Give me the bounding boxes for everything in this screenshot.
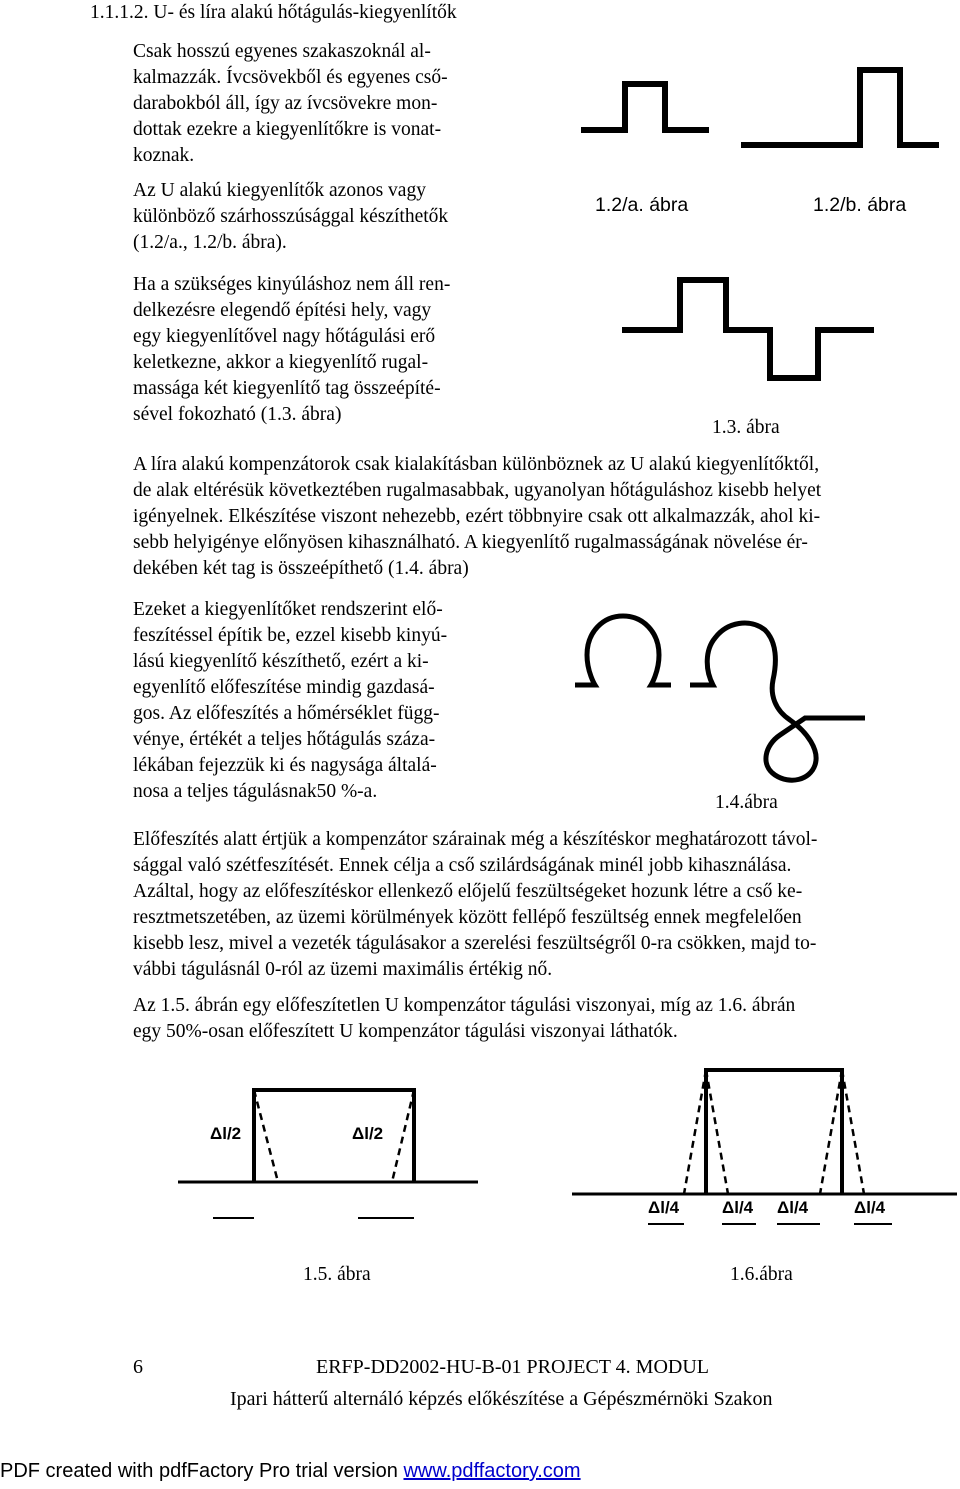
u-shape-paragraph xyxy=(133,178,533,256)
text-line: lékában fejezzük ki és nagysága általá- xyxy=(133,755,437,776)
text-line: kalmazzák. Ívcsövekből és egyenes cső- xyxy=(133,67,448,88)
figure-1-5-unprestressed-u-expansion xyxy=(178,1080,478,1240)
page-number: 6 xyxy=(133,1356,143,1378)
text-line: massága két kiegyenlítő tag összeépíté- xyxy=(133,378,441,399)
text-line: egyenlítő előfeszítése mindig gazdasá- xyxy=(133,677,435,698)
text-line: Az U alakú kiegyenlítők azonos vagy xyxy=(133,180,426,201)
delta-l-quarter-label: Δl/4 xyxy=(854,1198,886,1217)
figure-1-3-double-u-compensator xyxy=(618,268,878,398)
pdf-banner-text: PDF created with pdfFactory Pro trial version xyxy=(0,1460,404,1482)
text-line: igényelnek. Elkészítése viszont nehezebb, ezért többnyire csak ott alkalmazzák, ahol ki- xyxy=(133,506,821,527)
delta-l-half-label: Δl/2 xyxy=(352,1124,384,1143)
az15-paragraph xyxy=(133,993,960,1045)
text-line: sebb helyigénye előnyösen kihasználható. A kiegyenlítő rugalmasságának növelése ér- xyxy=(133,532,808,553)
text-line: vénye, értékét a teljes hőtágulás száza- xyxy=(133,729,436,750)
text-line: delkezésre elegendő építési hely, vagy xyxy=(133,300,432,321)
text-line: Azáltal, hogy az előfeszítéskor ellenkező előjelű feszültségeket hozunk létre a cső ke- xyxy=(133,881,803,902)
text-line: nosa a teljes tágulásnak50 %-a. xyxy=(133,781,378,802)
lira-paragraph xyxy=(133,452,960,582)
text-line: különböző szárhosszúsággal készíthetők xyxy=(133,206,449,227)
figure-1-4-lyre-compensators xyxy=(565,600,950,790)
text-line: de alak eltérésük következtében rugalmasabbak, ugyanolyan hőtáguláshoz kisebb helyet xyxy=(133,480,822,501)
text-line: Ha a szükséges kinyúláshoz nem áll ren- xyxy=(133,274,451,295)
footer-subtitle: Ipari hátterű alternáló képzés előkészítése a Gépészmérnöki Szakon xyxy=(230,1388,773,1410)
figure-1-2b-caption: 1.2/b. ábra xyxy=(813,194,907,216)
text-line: Ezeket a kiegyenlítőket rendszerint elő- xyxy=(133,599,443,620)
text-line: Az 1.5. ábrán egy előfeszítetlen U kompenzátor tágulási viszonyai, míg az 1.6. ábrán xyxy=(133,995,796,1016)
text-line: dekében két tag is összeépíthető (1.4. ábra) xyxy=(133,558,469,579)
footer-project: ERFP-DD2002-HU-B-01 PROJECT 4. MODUL xyxy=(316,1356,709,1378)
figure-1-2b-u-compensator xyxy=(735,45,945,165)
text-line: (1.2/a., 1.2/b. ábra). xyxy=(133,232,287,253)
delta-l-quarter-label: Δl/4 xyxy=(777,1198,809,1217)
figure-1-4-caption: 1.4.ábra xyxy=(715,792,778,813)
text-line: egy kiegyenlítővel nagy hőtágulási erő xyxy=(133,326,436,347)
figure-1-6-prestressed-u-expansion xyxy=(572,1060,957,1240)
text-line: sággal való szétfeszítését. Ennek célja a cső szilárdságának minél jobb kihasználása. xyxy=(133,855,792,876)
figure-1-2a-caption: 1.2/a. ábra xyxy=(595,194,689,216)
text-line: keletkezne, akkor a kiegyenlítő rugal- xyxy=(133,352,429,373)
intro-paragraph xyxy=(133,39,533,169)
delta-l-quarter-label: Δl/4 xyxy=(722,1198,754,1217)
text-line: egy 50%-osan előfeszített U kompenzátor tágulási viszonyai láthatók. xyxy=(133,1021,678,1042)
text-line: koznak. xyxy=(133,145,195,166)
text-line: darabokból áll, így az ívcsövekre mon- xyxy=(133,93,438,114)
figure-1-3-caption: 1.3. ábra xyxy=(712,417,780,438)
section-heading: 1.1.1.2. U- és líra alakú hőtágulás-kiegyenlítők xyxy=(90,2,457,23)
text-line: feszítéssel építik be, ezzel kisebb kinyú- xyxy=(133,625,448,646)
figure-1-2a-u-compensator xyxy=(575,70,715,160)
text-line: lású kiegyenlítő készíthető, ezért a ki- xyxy=(133,651,429,672)
text-line: kisebb lesz, mivel a vezeték tágulásakor a szerelési feszültségről 0-ra csökken, majd to- xyxy=(133,933,817,954)
delta-l-quarter-label: Δl/4 xyxy=(648,1198,680,1217)
pdffactory-link[interactable]: www.pdffactory.com xyxy=(403,1460,581,1482)
figure-1-6-caption: 1.6.ábra xyxy=(730,1264,793,1285)
text-line: dottak ezekre a kiegyenlítőkre is vonat- xyxy=(133,119,442,140)
ha-paragraph xyxy=(133,272,533,428)
text-line: sével fokozható (1.3. ábra) xyxy=(133,404,342,425)
eloszfeszites-paragraph xyxy=(133,827,960,983)
delta-l-half-label: Δl/2 xyxy=(210,1124,242,1143)
pdf-creator-banner xyxy=(0,1460,581,1483)
text-line: vábbi tágulásnál 0-ról az üzemi maximális értékig nő. xyxy=(133,959,553,980)
text-line: Előfeszítés alatt értjük a kompenzátor szárainak még a készítéskor meghatározott távol- xyxy=(133,829,818,850)
text-line: Csak hosszú egyenes szakaszoknál al- xyxy=(133,41,431,62)
text-line: A líra alakú kompenzátorok csak kialakításban különböznek az U alakú kiegyenlítőktől, xyxy=(133,454,820,475)
text-line: gos. Az előfeszítés a hőmérséklet függ- xyxy=(133,703,440,724)
figure-1-5-caption: 1.5. ábra xyxy=(303,1264,371,1285)
ezeket-paragraph xyxy=(133,597,533,805)
text-line: resztmetszetében, az üzemi körülmények között fellépő feszültség ennek megfelelően xyxy=(133,907,802,928)
